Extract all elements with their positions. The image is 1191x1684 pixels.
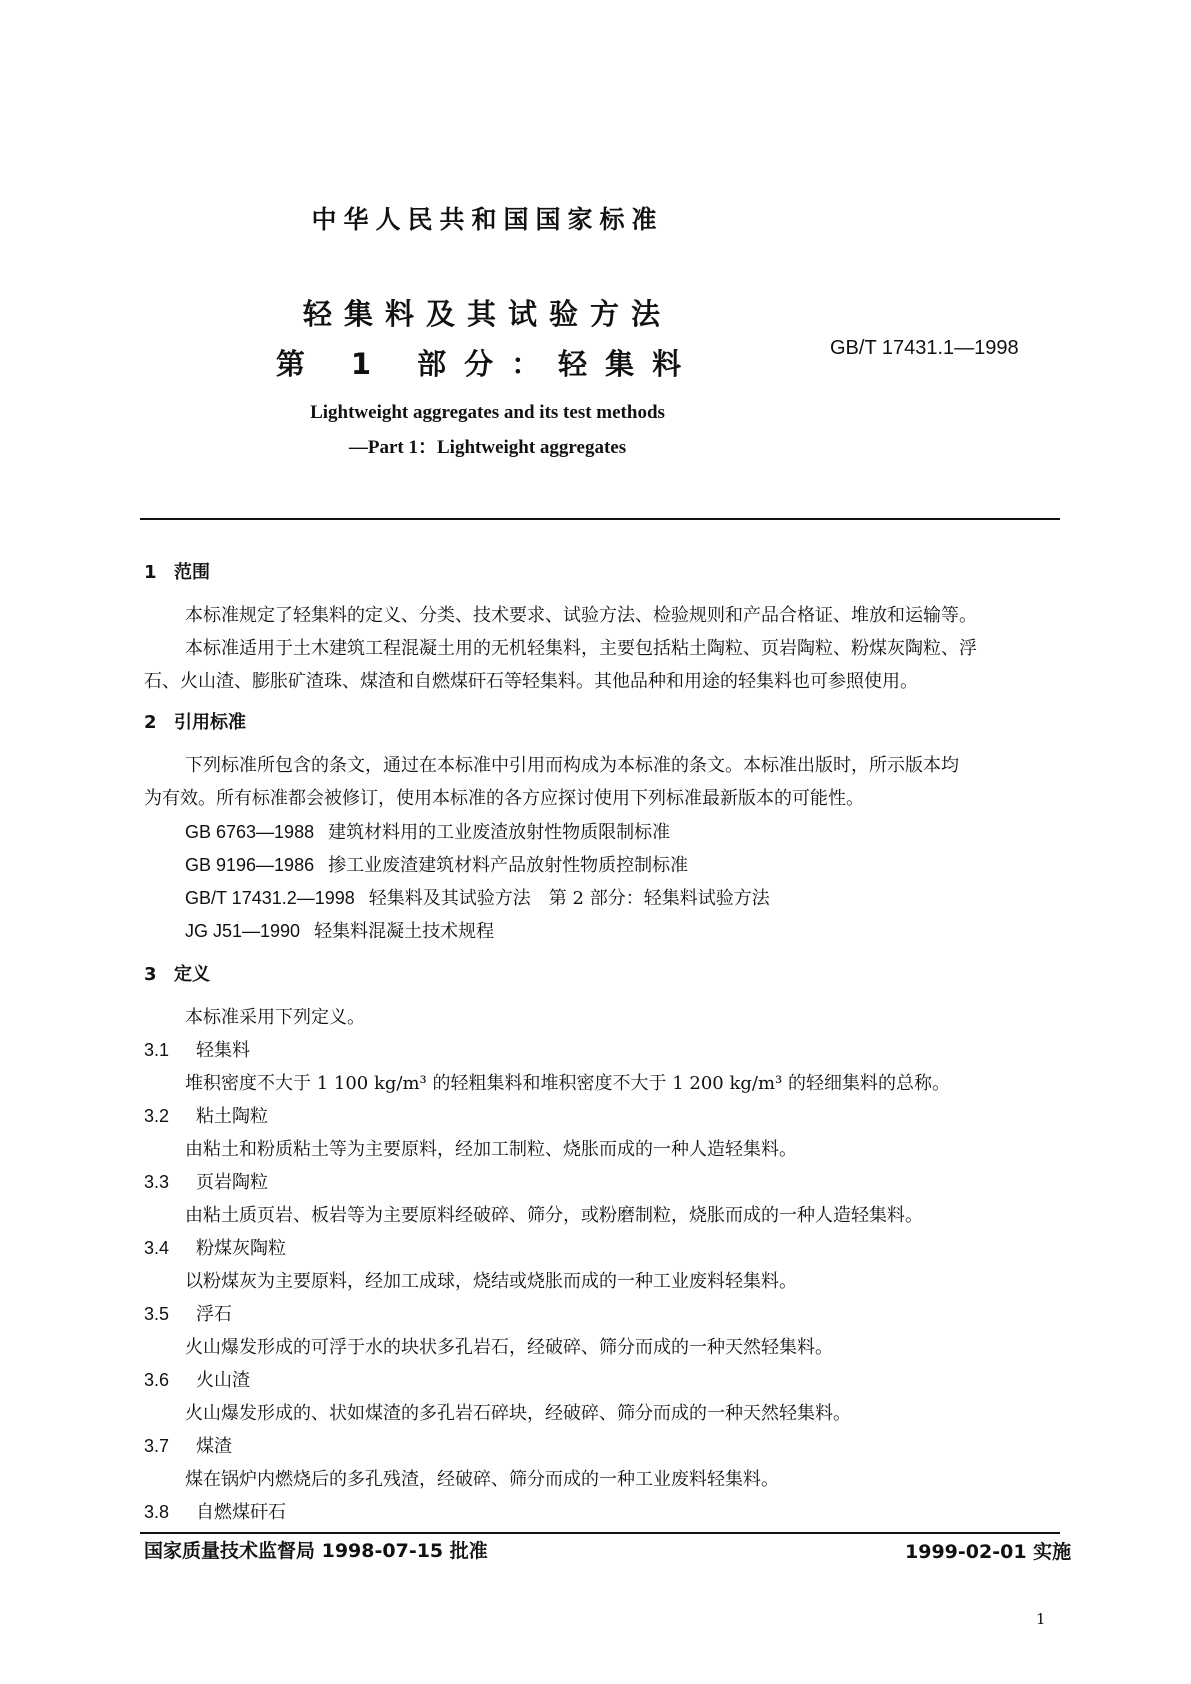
page-number: 1 [1036,1610,1046,1628]
section-1-heading [144,558,210,584]
definition-term [144,1366,250,1392]
definition-number: 3.6 [144,1370,170,1390]
paragraph: 下列标准所包含的条文，通过在本标准中引用而构成为本标准的条文。本标准出版时，所示版本均 [185,755,959,776]
definition-term [144,1234,286,1260]
section-2-heading [144,708,246,734]
section-title: 定义 [174,964,210,985]
reference-title: 建筑材料用的工业废渣放射性物质限制标准 [328,822,671,843]
paragraph: 为有效。所有标准都会被修订，使用本标准的各方应探讨使用下列标准最新版本的可能性。 [144,788,864,809]
title-line-2: 第 1 部分：轻集料 [275,347,700,381]
definition-text: 火山爆发形成的可浮于水的块状多孔岩石，经破碎、筛分而成的一种天然轻集料。 [185,1337,833,1358]
reference-code: JG J51—1990 [185,921,301,941]
section-number: 1 [144,562,157,583]
reference-title: 轻集料及其试验方法 第 2 部分：轻集料试验方法 [368,888,770,909]
term-label: 煤渣 [196,1436,232,1457]
definition-number: 3.5 [144,1304,170,1324]
reference-code: GB 9196—1986 [185,855,315,875]
reference-title: 轻集料混凝土技术规程 [314,921,495,942]
national-standard-heading: 中华人民共和国国家标准 [311,205,664,234]
reference-title: 掺工业废渣建筑材料产品放射性物质控制标准 [328,855,689,876]
definition-text: 由粘土质页岩、板岩等为主要原料经破碎、筛分，或粉磨制粒，烧胀而成的一种人造轻集料。 [185,1205,923,1226]
paragraph: 本标准适用于土木建筑工程混凝土用的无机轻集料，主要包括粘土陶粒、页岩陶粒、粉煤灰陶粒、浮 [185,638,977,659]
definition-term [144,1168,268,1194]
paragraph: 本标准规定了轻集料的定义、分类、技术要求、试验方法、检验规则和产品合格证、堆放和运输等。 [185,605,977,626]
definition-text: 由粘土和粉质粘土等为主要原料，经加工制粒、烧胀而成的一种人造轻集料。 [185,1139,797,1160]
reference-item [185,917,494,943]
footer-divider [140,1532,1060,1534]
term-label: 浮石 [196,1304,232,1325]
term-label: 粉煤灰陶粒 [196,1238,286,1259]
definition-text: 煤在锅炉内燃烧后的多孔残渣，经破碎、筛分而成的一种工业废料轻集料。 [185,1469,779,1490]
definition-term [144,1300,232,1326]
definition-number: 3.7 [144,1436,170,1456]
reference-code: GB 6763—1988 [185,822,315,842]
section-number: 3 [144,964,157,985]
section-3-heading [144,960,210,986]
definition-text: 以粉煤灰为主要原料，经加工成球，烧结或烧胀而成的一种工业废料轻集料。 [185,1271,797,1292]
definition-number: 3.2 [144,1106,170,1126]
term-label: 页岩陶粒 [196,1172,268,1193]
reference-item [185,884,770,910]
definition-text: 堆积密度不大于 1 100 kg/m³ 的轻粗集料和堆积密度不大于 1 200 kg/m³ 的轻细集料的总称。 [185,1073,950,1094]
definition-number: 3.3 [144,1172,170,1192]
section-title: 引用标准 [174,712,246,733]
section-title: 范围 [174,562,210,583]
term-label: 自燃煤矸石 [196,1502,286,1523]
definition-term [144,1498,286,1524]
effective-date: 1999-02-01 实施 [905,1541,1072,1563]
definition-text: 火山爆发形成的、状如煤渣的多孔岩石碎块，经破碎、筛分而成的一种天然轻集料。 [185,1403,851,1424]
title-line-1: 轻集料及其试验方法 [302,297,672,331]
definition-term [144,1102,268,1128]
paragraph: 石、火山渣、膨胀矿渣珠、煤渣和自燃煤矸石等轻集料。其他品种和用途的轻集料也可参照使用。 [144,671,918,692]
term-label: 火山渣 [196,1370,250,1391]
definition-number: 3.4 [144,1238,170,1258]
english-title-line-2: —Part 1：Lightweight aggregates [348,437,627,458]
term-label: 粘土陶粒 [196,1106,268,1127]
definition-term [144,1432,232,1458]
reference-item [185,818,670,844]
standard-number: GB/T 17431.1—1998 [830,337,1019,359]
header-divider [140,518,1060,520]
section-number: 2 [144,712,157,733]
term-label: 轻集料 [196,1040,250,1061]
approval-statement: 国家质量技术监督局 1998-07-15 批准 [144,1540,488,1562]
paragraph: 本标准采用下列定义。 [185,1007,365,1028]
definition-number: 3.8 [144,1502,170,1522]
reference-item [185,851,688,877]
definition-term [144,1036,250,1062]
english-title-line-1: Lightweight aggregates and its test methods [310,402,665,423]
reference-code: GB/T 17431.2—1998 [185,888,355,908]
definition-number: 3.1 [144,1040,170,1060]
